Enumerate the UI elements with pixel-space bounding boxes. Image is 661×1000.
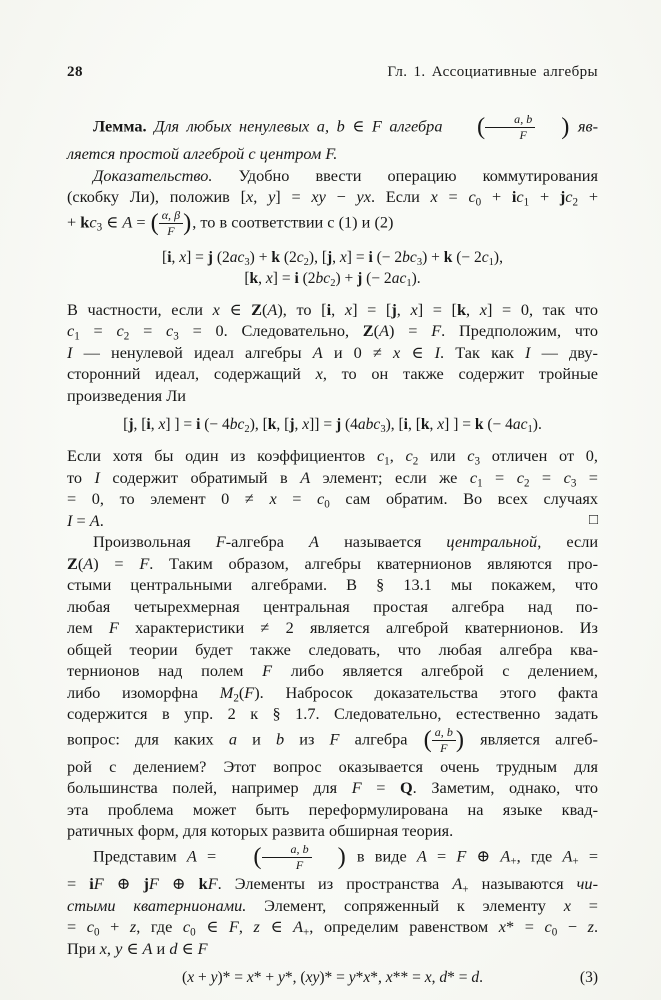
lemma-paragraph (67, 112, 598, 165)
equation-line: [i, x] = j $(2ac_3) + k$ $(2c_2)$, [j, x] = i (− $2bc_3) + k$ (− $2c_1$), (162, 248, 503, 268)
fraction-symbol: ( a, b F ) (477, 112, 570, 143)
page-number: 28 (67, 64, 83, 80)
text-body (67, 112, 598, 988)
text-line: лем F характеристики ≠ 2 является алгеброй кватернионов. Из (67, 618, 598, 638)
text-line: стыми центральными алгебрами. В § 13.1 мы покажем, что (67, 575, 598, 595)
text-line: ратичных форм, для которых развита обширная теория. (67, 821, 454, 841)
qed-box: □ (588, 511, 598, 528)
text-line: Доказательство. Удобно ввести операцию коммутирования (93, 165, 598, 185)
text-line: В частности, если x ∈ Z(A), то [i, x] = [j, x] = [k, x] = 0, так что (67, 299, 598, 319)
pure-quaternions-paragraph (67, 842, 598, 959)
text-line: $c_1 = c_2 = c_3 = 0$. Следовательно, Z(A) = F. Предположим, что (67, 321, 599, 343)
text-line: вопрос: для каких a и b из F алгебра ( a, b F ) является алгеб- (67, 724, 598, 755)
text-line: I — ненулевой идеал алгебры A и 0 ≠ x ∈ I. Так как I — дву- (67, 342, 598, 362)
central-algebra-paragraph (67, 531, 598, 842)
conjugation-identities-equation (67, 967, 598, 988)
text-line: содержится в упр. 2 к § 1.7. Следовательно, естественно задать (67, 704, 598, 724)
text-line: Если хотя бы один из коэффициентов $c_1$, $c_2$ или $c_3$ отличен от 0, (67, 446, 598, 468)
text-line: I = A. □ (67, 510, 598, 530)
triple-product-equations (67, 414, 598, 435)
text-line: эта проблема может быть переформулирована на языке квад- (67, 799, 598, 819)
text-line: Лемма. Для любых ненулевых a, b ∈ F алгебра ( a, b F ) яв- (93, 112, 599, 143)
text-line: (скобку Ли), положив [x, y] = xy − yx. Если $x = c_0 + ic_1 + jc_2$ + (67, 187, 598, 209)
text-line: + $kc_3$ ∈ A = ( α, β F ) , то в соответствии с (1) и (2) (67, 207, 394, 238)
text-line: большинства полей, например для F = Q. Заметим, однако, что (67, 778, 598, 798)
text-line: общей теории будет также следовать, что любая алгебра ква- (67, 639, 598, 659)
text-line: При x, y ∈ A и d ∈ F (67, 938, 208, 958)
commutator-equations (67, 247, 598, 289)
text-line: = 0, то элемент $0 \ne x = c_0$ сам обратим. Во всех случаях (67, 489, 598, 511)
text-line: = iF ⊕ jF ⊕ kF. Элементы из пространства $A_+$ называются чи- (67, 874, 598, 896)
text-line: либо изоморфна $M_2(F)$. Набросок доказательства этого факта (67, 682, 598, 705)
invertibility-paragraph (67, 445, 598, 531)
text-line: то I содержит обратимый в A элемент; если же $c_1 = c_2 = c_3$ = (67, 467, 598, 490)
fraction-symbol: ( α, β F ) (150, 207, 192, 238)
text-line: Произвольная F-алгебра A называется центральной, если (93, 532, 599, 552)
text-line: Представим A = ( a, b F ) в виде A = F ⊕ $A_+$, где $A_+$ = (93, 841, 599, 873)
text-line: стыми кватернионами. Элемент, сопряженный к элементу x = (67, 895, 598, 915)
proof-paragraph (67, 165, 598, 239)
text-line: сторонний идеал, содержащий x, то он также содержит тройные (67, 364, 598, 384)
fraction-symbol: ( a, b F ) (423, 724, 464, 755)
text-line: Z(A) = F. Таким образом, алгебры кватернионов являются про- (67, 553, 598, 573)
equation-line: (x + y)* = x* + y*, (xy)* = y*x*, x** = x, d* = d. (182, 969, 483, 987)
equation-line: [j, [i, x] ] = i (− $4bc_2$), [k, [j, x]] = j (4abc$_3$), [i, [k, x] ] = k (− $4ac_1$). (123, 416, 542, 436)
text-area (67, 62, 598, 998)
running-head (67, 62, 598, 82)
text-line: любая четырехмерная центральная простая алгебра над по- (67, 596, 598, 616)
center-ideal-paragraph (67, 299, 598, 407)
equation-line: [k, x] = i $(2bc_2) + j$ (− $2ac_1$). (244, 269, 421, 289)
text-line: = $c_0 + z$, где $c_0$ ∈ F, z ∈ $A_+$, определим равенством $x* = c_0 - z$. (67, 917, 599, 939)
text-line: тернионов над полем F либо является алгеброй с делением, (67, 661, 598, 681)
text-line: ляется простой алгеброй с центром F. (67, 144, 338, 164)
running-title: Гл. 1. Ассоциативные алгебры (387, 64, 598, 80)
text-line: рой с делением? Этот вопрос оказывается очень трудным для (67, 756, 598, 776)
fraction-symbol: ( a, b F ) (253, 841, 346, 873)
equation-number: (3) (579, 968, 598, 986)
text-line: произведения Ли (67, 385, 186, 405)
